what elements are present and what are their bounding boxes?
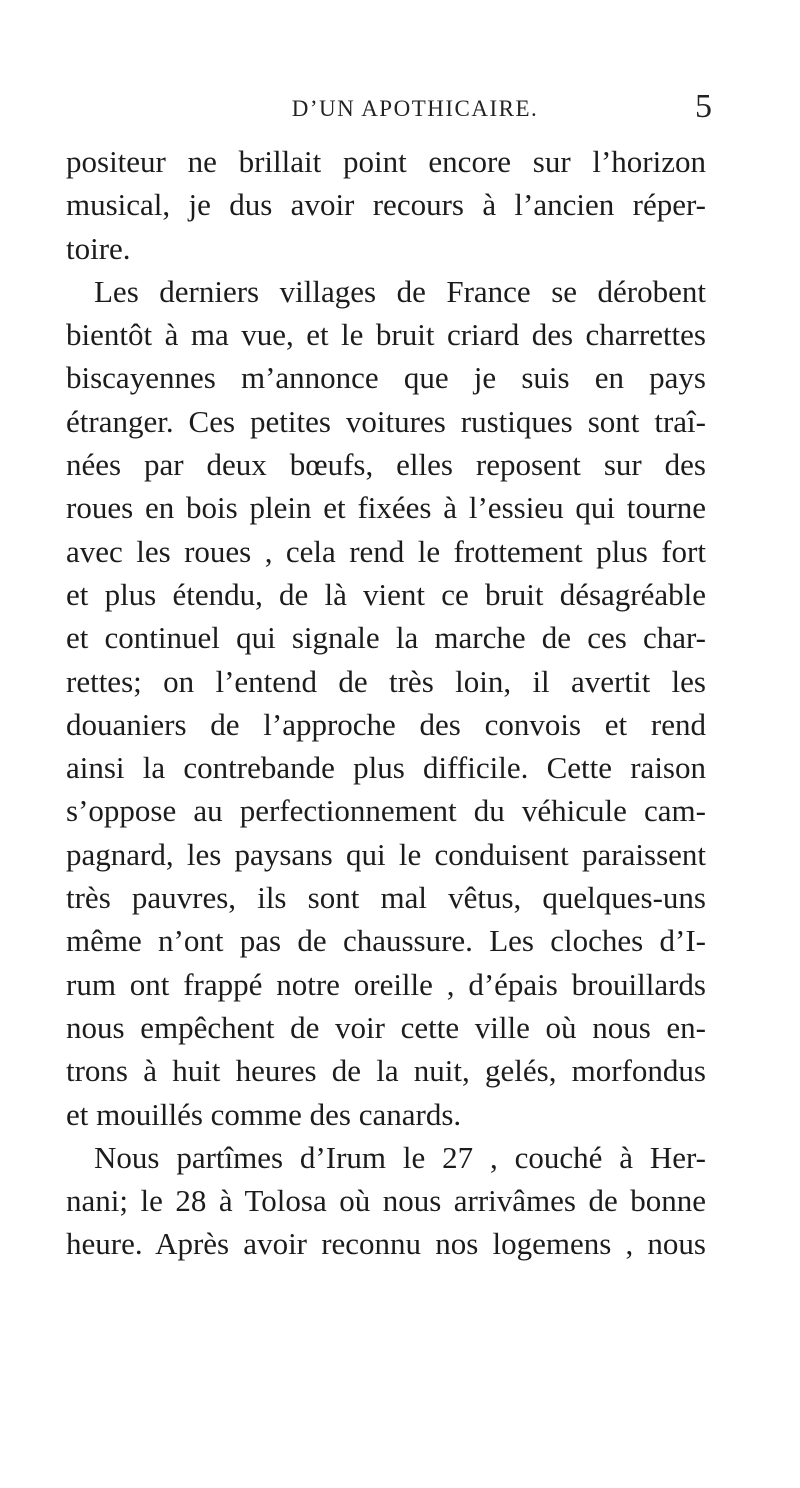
text-line: nani; le 28 à Tolosa où nous arrivâmes de bonne: [66, 1183, 706, 1219]
text-line: heure. Après avoir reconnu nos logemens , nous: [66, 1226, 706, 1262]
text-line: rettes; on l’entend de très loin, il avertit les: [66, 663, 706, 699]
text-line: bientôt à ma vue, et le bruit criard des charrettes: [66, 317, 706, 353]
text-line: et mouillés comme des canards.: [66, 1096, 462, 1132]
body-text: [66, 140, 706, 1266]
text-line: et plus étendu, de là vient ce bruit désagréable: [66, 576, 706, 612]
text-line: pagnard, les paysans qui le conduisent paraissent: [66, 836, 706, 872]
running-head: [120, 88, 712, 132]
text-line: s’oppose au perfectionnement du véhicule cam-: [66, 793, 706, 829]
text-line: Nous partîmes d’Irum le 27 , couché à Her-: [94, 1139, 706, 1175]
text-line: avec les roues , cela rend le frottement plus fort: [66, 533, 706, 569]
text-line: biscayennes m’annonce que je suis en pays: [66, 360, 706, 396]
text-line: rum ont frappé notre oreille , d’épais brouillards: [66, 966, 706, 1002]
text-line: et continuel qui signale la marche de ces char-: [66, 620, 706, 656]
text-line: nous empêchent de voir cette ville où nous en-: [66, 1009, 706, 1045]
text-line: douaniers de l’approche des convois et rend: [66, 706, 706, 742]
text-line: étranger. Ces petites voitures rustiques sont traî-: [66, 403, 706, 439]
page-number: 5: [695, 88, 712, 125]
text-line: positeur ne brillait point encore sur l’horizon: [66, 144, 706, 179]
text-line: roues en bois plein et fixées à l’essieu qui tourne: [66, 490, 706, 526]
text-line: musical, je dus avoir recours à l’ancien réper-: [66, 187, 706, 223]
text-line: Les derniers villages de France se dérobent: [94, 273, 706, 309]
text-line: même n’ont pas de chaussure. Les cloches d’I-: [66, 923, 706, 959]
text-line: trons à huit heures de la nuit, gelés, morfondus: [66, 1053, 706, 1089]
text-line: ainsi la contrebande plus difficile. Cette raison: [66, 750, 706, 786]
running-title: D’UN APOTHICAIRE.: [291, 96, 539, 121]
text-line: nées par deux bœufs, elles reposent sur des: [66, 447, 706, 483]
text-line: toire.: [66, 230, 131, 266]
text-line: très pauvres, ils sont mal vêtus, quelques-uns: [66, 880, 706, 916]
